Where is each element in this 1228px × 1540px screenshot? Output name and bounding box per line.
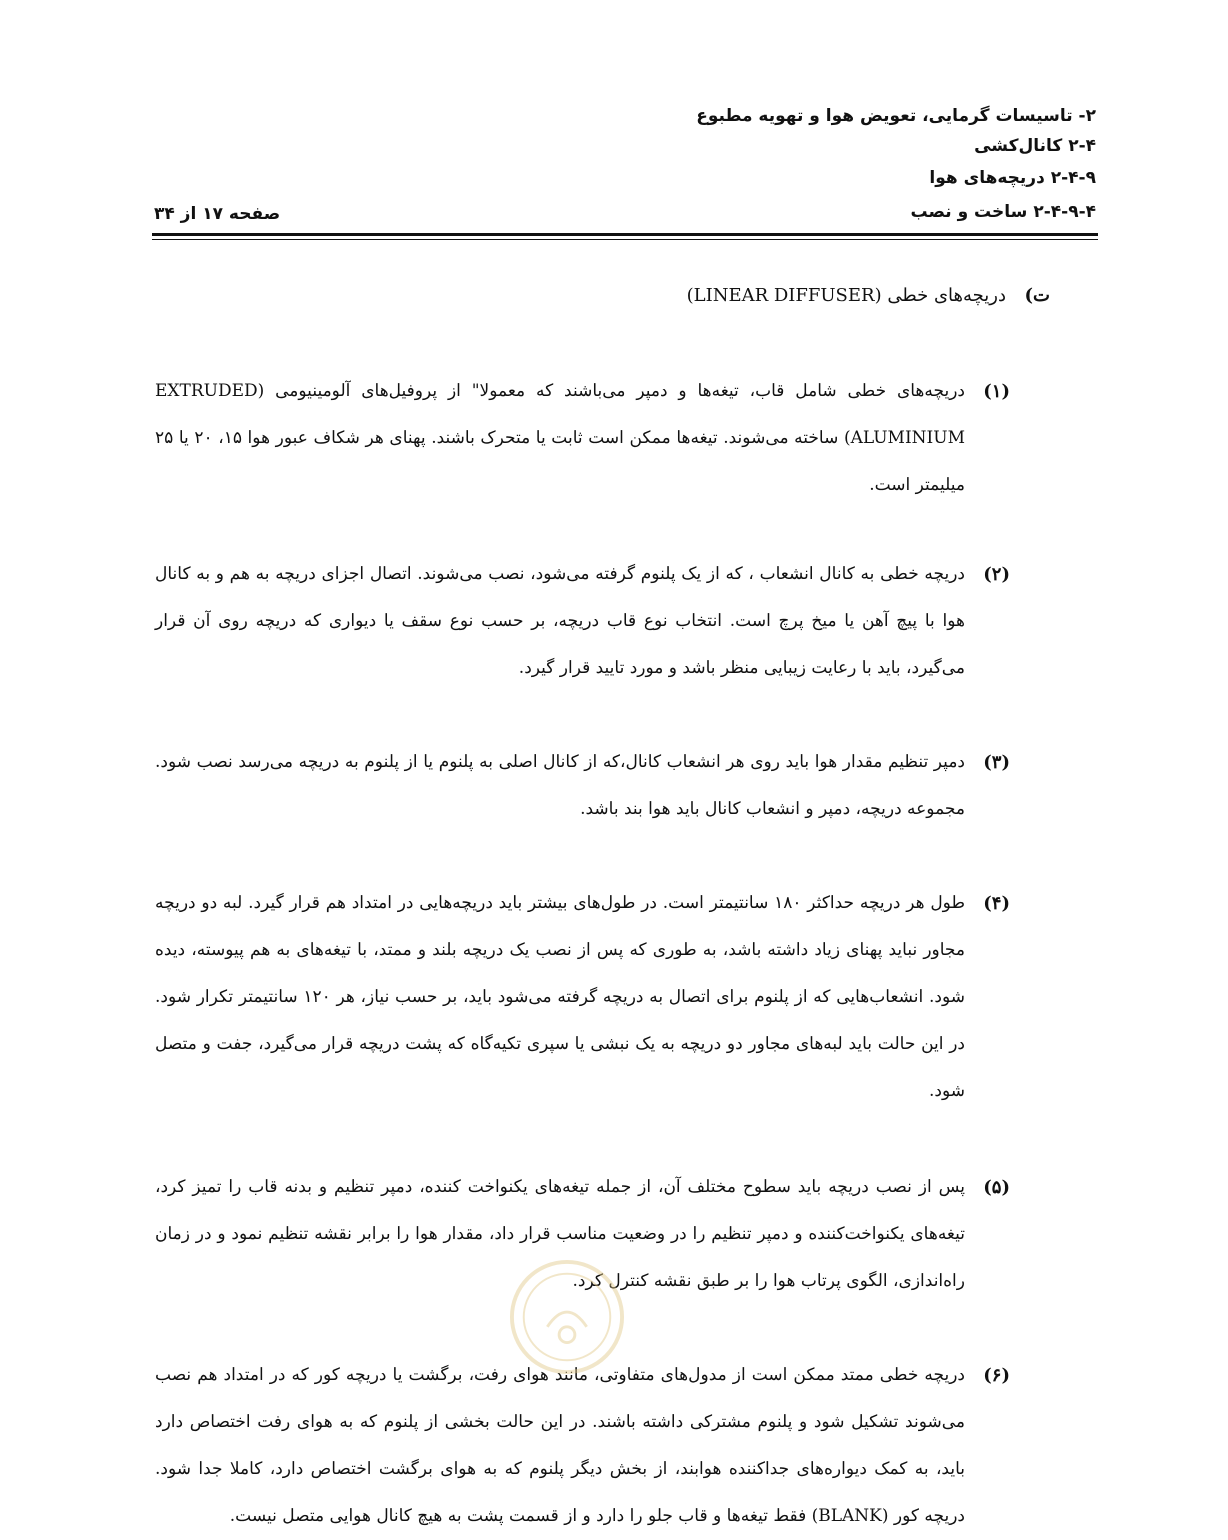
paragraph-number: (۲) xyxy=(983,564,1010,585)
sub-subsection-heading: ۲-۴-۹-۴ ساخت و نصب xyxy=(910,202,1096,222)
header-divider-thick xyxy=(152,233,1098,236)
paragraph-number: (۶) xyxy=(983,1365,1010,1386)
section-title-text: دریچه‌های خطی (LINEAR DIFFUSER) xyxy=(686,285,1006,306)
header-divider-thin xyxy=(152,239,1098,240)
paragraph-number: (۴) xyxy=(983,893,1010,914)
paragraph-text: دریچه‌های خطی شامل قاب، تیغه‌ها و دمپر می‌باشند که معمولا" از پروفیل‌های آلومینیومی (EXTRUDED ALUMINIUM) ساخته می‌شوند. تیغه‌ها ممکن است ثابت یا متحرک باشند. پهنای هر شکاف عبور هوا ۱۵، ۲۰ یا ۲۵ میلیمتر است. xyxy=(155,381,965,495)
paragraph-number: (۵) xyxy=(983,1177,1010,1198)
paragraph-text: دمپر تنظیم مقدار هوا باید روی هر انشعاب کانال،که از کانال اصلی به پلنوم یا از پلنوم به دریچه می‌رسد نصب شود. مجموعه دریچه، دمپر و انشعاب کانال باید هوا بند باشد. xyxy=(155,752,965,819)
paragraph-text: دریچه خطی ممتد ممکن است از مدول‌های متفاوتی، مانند هوای رفت، برگشت یا دریچه کور که در امتداد هم نصب می‌شوند تشکیل شود و پلنوم مشترکی داشته باشند. در این حالت بخشی از پلنوم که به هوای رفت اختصاص دارد باید، به کمک دیواره‌های جداکننده هوابند، از بخش دیگر پلنوم که به هوای برگشت اختصاص دارد، کاملا جدا شود. دریچه کور (BLANK) فقط تیغه‌ها و قاب جلو را دارد و از قسمت پشت به هیچ کانال هوایی متصل نیست. xyxy=(155,1365,965,1526)
subsection-heading: ۲-۴-۹ دریچه‌های هوا xyxy=(929,168,1096,188)
paragraph-number: (۱) xyxy=(983,381,1010,402)
watermark-seal-icon xyxy=(508,1258,626,1376)
page-header xyxy=(152,98,1098,228)
section-title xyxy=(686,285,1050,306)
section-letter: ت) xyxy=(1024,285,1050,306)
section-heading: ۲-۴ کانال‌کشی xyxy=(974,136,1096,156)
paragraph-text: دریچه خطی به کانال انشعاب ، که از یک پلنوم گرفته می‌شود، نصب می‌شوند. اتصال اجزای دریچه به هم و به کانال هوا با پیچ آهن یا میخ پرچ است. انتخاب نوع قاب دریچه، بر حسب نوع سقف یا دیواری که دریچه روی آن قرار می‌گیرد، باید با رعایت زیبایی منظر باشد و مورد تایید قرار گیرد. xyxy=(155,564,965,678)
chapter-heading: ۲- تاسیسات گرمایی، تعویض هوا و تهویه مطبوع xyxy=(696,106,1096,126)
page-number: صفحه ۱۷ از ۳۴ xyxy=(154,204,281,224)
paragraph-text: طول هر دریچه حداکثر ۱۸۰ سانتیمتر است. در طول‌های بیشتر باید دریچه‌هایی در امتداد هم قرار گیرد. لبه دو دریچه مجاور نباید پهنای زیاد داشته باشد، به طوری که پس از نصب یک دریچه بلند و ممتد، با تیغه‌های به هم پیوسته، دیده شود. انشعاب‌هایی که از پلنوم برای اتصال به دریچه گرفته می‌شود باید، بر حسب نیاز، هر ۱۲۰ سانتیمتر تکرار شود. در این حالت باید لبه‌های مجاور دو دریچه به یک نبشی یا سپری تکیه‌گاه که پشت دریچه قرار می‌گیرد، جفت و متصل شود. xyxy=(155,893,965,1101)
paragraph-number: (۳) xyxy=(983,752,1010,773)
paragraph-text: پس از نصب دریچه باید سطوح مختلف آن، از جمله تیغه‌های یکنواخت کننده، دمپر تنظیم و بدنه قاب را تمیز کرد، تیغه‌های یکنواخت‌کننده و دمپر تنظیم را در وضعیت مناسب قرار داد، مقدار هوا را برابر نقشه تنظیم نمود و در زمان راه‌اندازی، الگوی پرتاب هوا را بر طبق نقشه کنترل کرد. xyxy=(155,1177,965,1291)
